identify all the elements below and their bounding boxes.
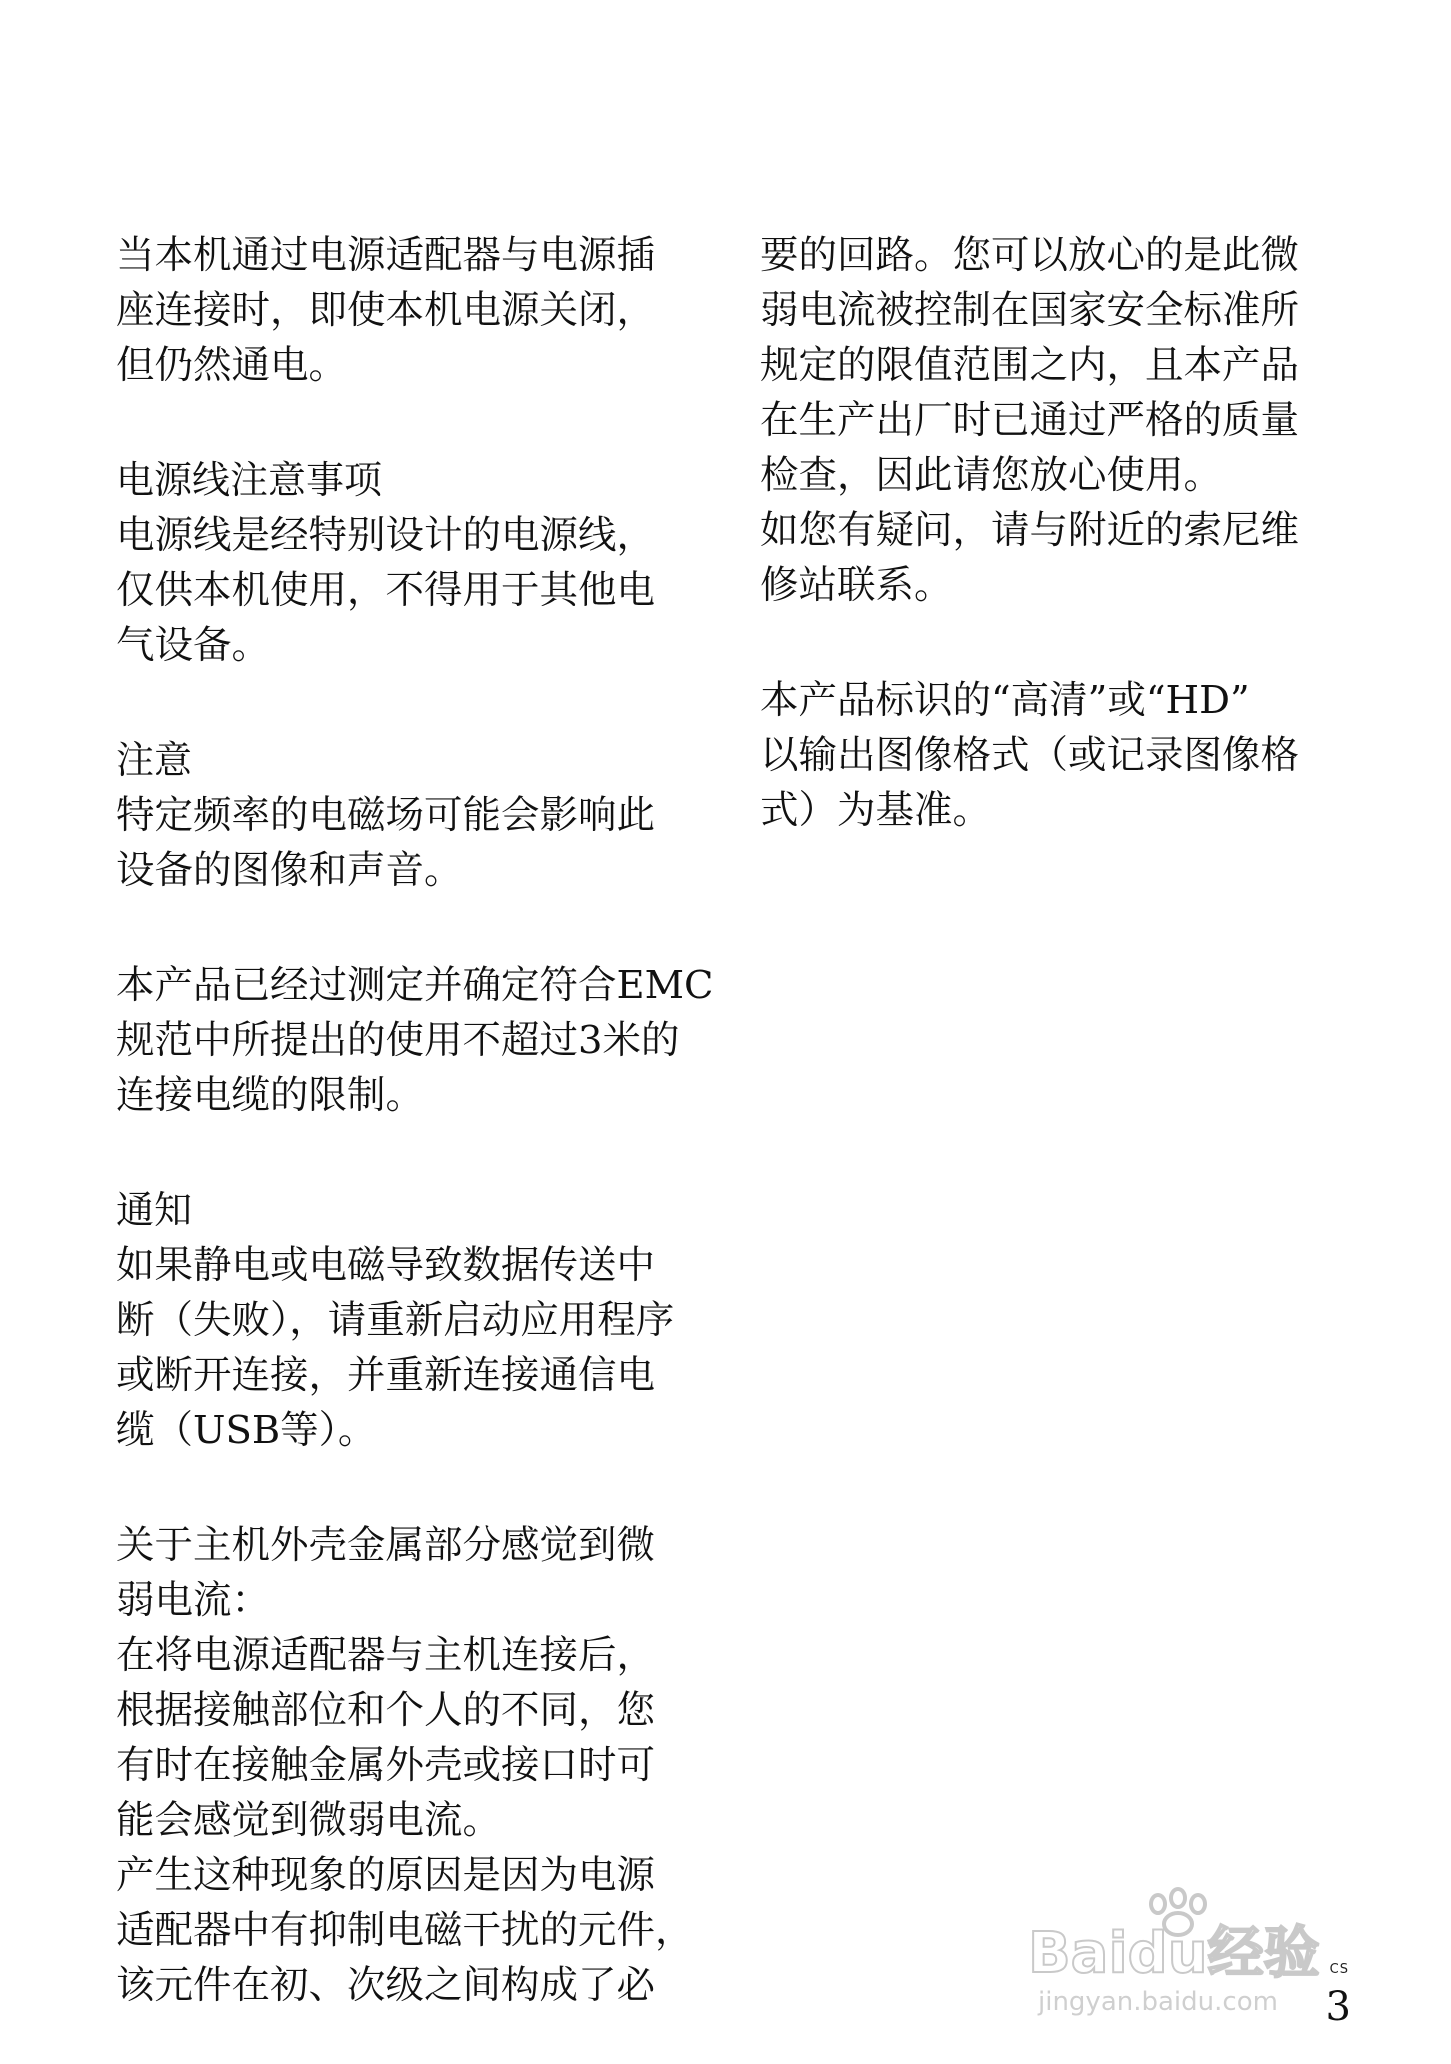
text-line: 检查，因此请您放心使用。 xyxy=(760,453,1223,498)
watermark-url-text: jingyan.baidu.com xyxy=(1038,1987,1278,2017)
text-line: 座连接时，即使本机电源关闭， xyxy=(116,288,656,333)
text-line: 式）为基准。 xyxy=(760,788,992,833)
text-line: 适配器中有抑制电磁干扰的元件， xyxy=(116,1908,694,1953)
text-line: 弱电流被控制在国家安全标准所 xyxy=(760,288,1300,333)
text-line: 关于主机外壳金属部分感觉到微 xyxy=(116,1523,656,1568)
text-line: 气设备。 xyxy=(116,623,271,668)
text-line: 如果静电或电磁导致数据传送中 xyxy=(116,1243,656,1288)
text-line: 规范中所提出的使用不超过3米的 xyxy=(116,1018,680,1063)
power-cord-section xyxy=(116,453,676,673)
caution-heading: 注意 xyxy=(116,738,193,782)
caution-section xyxy=(116,733,714,1123)
left-column xyxy=(116,228,714,2013)
text-line: 特定频率的电磁场可能会影响此 xyxy=(116,793,656,838)
text-line: 但仍然通电。 xyxy=(116,343,348,388)
text-line: 在将电源适配器与主机连接后， xyxy=(116,1633,656,1678)
text-line: 修站联系。 xyxy=(760,563,953,608)
text-line: 产生这种现象的原因是因为电源 xyxy=(116,1853,656,1898)
text-line: 根据接触部位和个人的不同，您 xyxy=(116,1688,656,1733)
text-line: 弱电流： xyxy=(116,1578,271,1623)
text-line: 或断开连接，并重新连接通信电 xyxy=(116,1353,656,1398)
text-line: 如您有疑问，请与附近的索尼维 xyxy=(760,508,1300,553)
text-line: 要的回路。您可以放心的是此微 xyxy=(760,233,1300,278)
right-column xyxy=(760,228,1320,838)
text-line: 电源线是经特别设计的电源线， xyxy=(116,513,656,558)
text-line: 在生产出厂时已通过严格的质量 xyxy=(760,398,1300,443)
watermark-logo-text: Baidu经验 xyxy=(1028,1921,1320,1986)
text-line: 规定的限值范围之内，且本产品 xyxy=(760,343,1300,388)
text-line: 本产品标识的“高清”或“HD” xyxy=(760,678,1250,723)
continued-paragraph xyxy=(760,228,1320,613)
text-line: 能会感觉到微弱电流。 xyxy=(116,1798,502,1843)
text-line: 本产品已经过测定并确定符合EMC xyxy=(116,963,714,1008)
power-cord-heading: 电源线注意事项 xyxy=(116,458,383,502)
text-line: 设备的图像和声音。 xyxy=(116,848,463,893)
text-line: 当本机通过电源适配器与电源插 xyxy=(116,233,656,278)
text-line: 连接电缆的限制。 xyxy=(116,1073,425,1118)
language-code: CS xyxy=(1329,1962,1349,1977)
notice-heading: 通知 xyxy=(116,1188,193,1232)
text-line: 断（失败），请重新启动应用程序 xyxy=(116,1298,675,1343)
intro-paragraph xyxy=(116,228,676,393)
text-line: 缆（USB等）。 xyxy=(116,1408,377,1453)
notice-section xyxy=(116,1183,694,2013)
baidu-jingyan-watermark xyxy=(1018,1882,1378,2022)
hd-paragraph xyxy=(760,673,1320,838)
text-line: 仅供本机使用，不得用于其他电 xyxy=(116,568,656,613)
text-line: 有时在接触金属外壳或接口时可 xyxy=(116,1743,656,1788)
text-line: 该元件在初、次级之间构成了必 xyxy=(116,1963,656,2008)
text-line: 以输出图像格式（或记录图像格 xyxy=(760,733,1300,778)
page-number: 3 xyxy=(1325,1984,1351,2030)
